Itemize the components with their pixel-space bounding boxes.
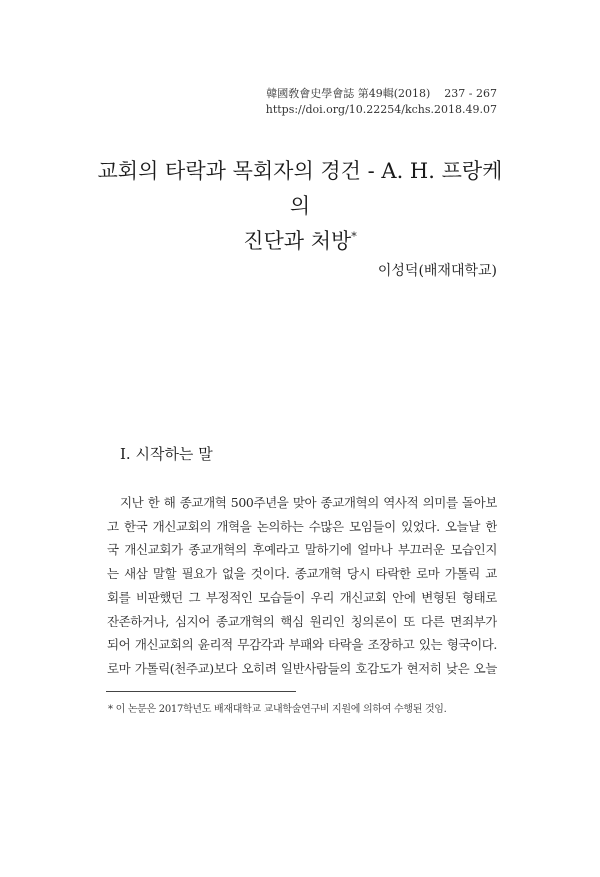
journal-header — [266, 86, 497, 118]
body-line: 잔존하거나, 심지어 종교개혁의 핵심 원리인 칭의론이 또 다른 면죄부가 — [107, 613, 497, 629]
paper-title-line-2 — [90, 224, 510, 259]
section-heading: I. 시작하는 말 — [120, 445, 213, 463]
paper-title-line-1: 교회의 타락과 목회자의 경건 - A. H. 프랑케의 — [97, 159, 503, 218]
body-line: 되어 개신교회의 윤리적 무감각과 부패와 타락을 조장하고 있는 형국이다. — [107, 637, 497, 653]
body-line: 로마 가톨릭(천주교)보다 오히려 일반사람들의 호감도가 현저히 낮은 오늘 — [107, 660, 497, 676]
body-paragraph — [107, 491, 497, 681]
author-affiliation: 이성덕(배재대학교) — [377, 263, 497, 279]
body-line: 는 새삼 말할 필요가 없을 것이다. 종교개혁 당시 타락한 로마 가톨릭 교 — [107, 566, 497, 582]
body-line: 국 개신교회가 종교개혁의 후예라고 말하기에 얼마나 부끄러운 모습인지 — [107, 542, 497, 558]
body-line: 지난 한 해 종교개혁 500주년을 맞아 종교개혁의 역사적 의미를 돌아보 — [120, 495, 497, 510]
doi-link[interactable]: https://doi.org/10.22254/kchs.2018.49.07 — [265, 103, 497, 116]
footnote-text: * 이 논문은 2017학년도 배재대학교 교내학술연구비 지원에 의하여 수행된 것임. — [108, 704, 447, 715]
footnote-divider — [106, 691, 296, 692]
journal-citation: 韓國敎會史學會誌 第49輯(2018) 237 - 267 — [266, 87, 497, 100]
title-footnote-mark[interactable]: * — [351, 230, 357, 243]
paper-title — [90, 154, 510, 259]
paper-title-line-2-text: 진단과 처방 — [243, 229, 352, 253]
body-line: 회를 비판했던 그 부정적인 모습들이 우리 개신교회 안에 변형된 형태로 — [107, 589, 497, 605]
body-line: 고 한국 개신교회의 개혁을 논의하는 수많은 모임들이 있었다. 오늘날 한 — [107, 518, 497, 534]
